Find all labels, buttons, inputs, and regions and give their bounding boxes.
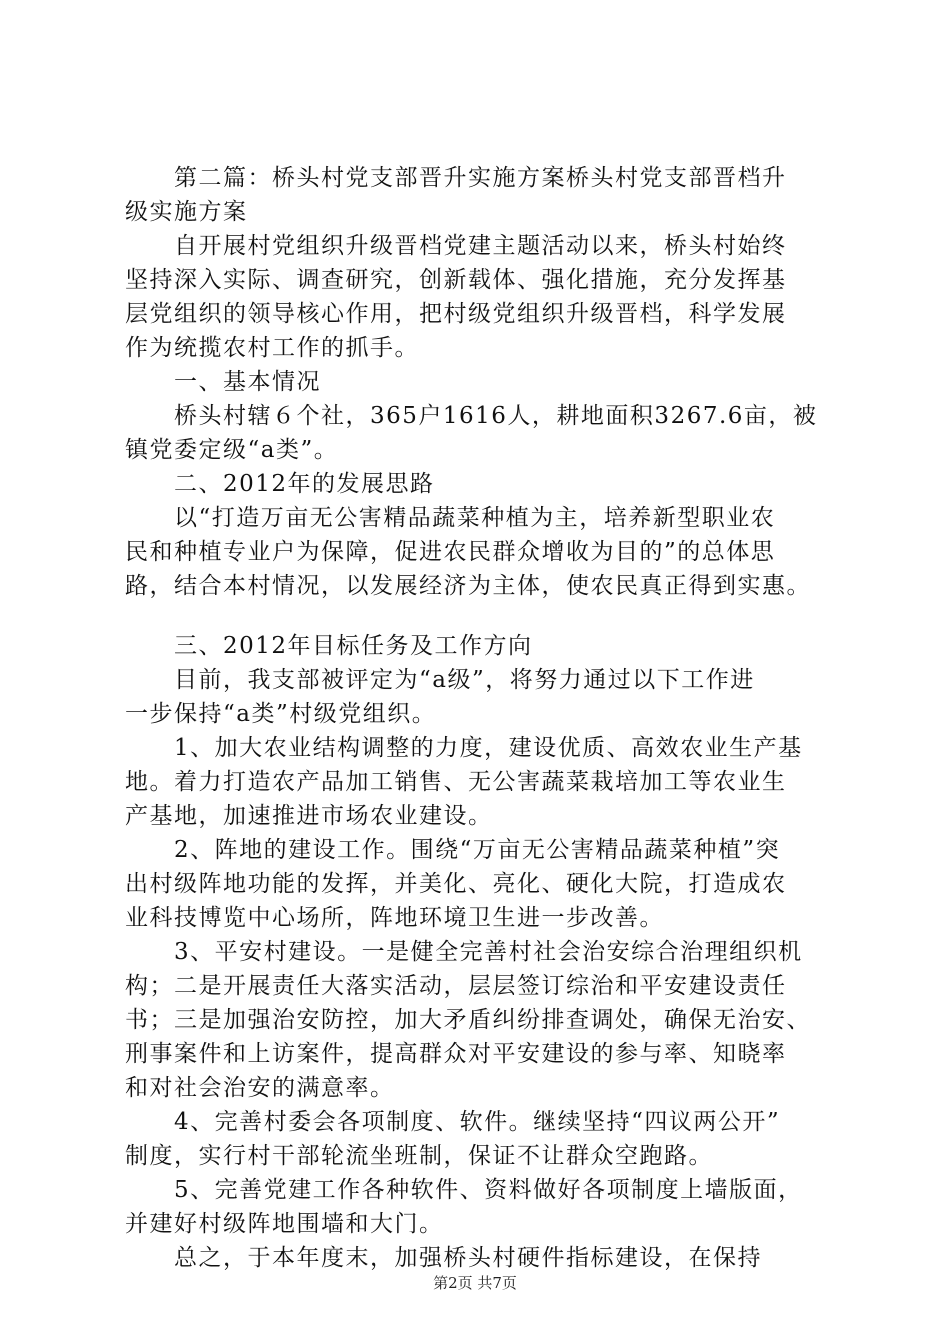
text-line: 出村级阵地功能的发挥，并美化、亮化、硬化大院，打造成农 <box>125 871 787 897</box>
text-line: 4、完善村委会各项制度、软件。继续坚持“四议两公开” <box>125 1109 781 1135</box>
text-line: 1、加大农业结构调整的力度，建设优质、高效农业生产基 <box>125 735 803 761</box>
text-line: 产基地，加速推进市场农业建设。 <box>125 803 493 829</box>
text-line: 镇党委定级“a类”。 <box>125 437 339 463</box>
text-line: 业科技博览中心场所，阵地环境卫生进一步改善。 <box>125 905 664 931</box>
text-line: 第二篇：桥头村党支部晋升实施方案桥头村党支部晋档升 <box>125 165 787 191</box>
text-line: 桥头村辖６个社，365户1616人，耕地面积3267.6亩，被 <box>125 403 818 429</box>
text-line: 坚持深入实际、调查研究，创新载体、强化措施，充分发挥基 <box>125 267 787 293</box>
page-footer: 第2页 共7页 <box>433 1274 517 1292</box>
text-line: 和对社会治安的满意率。 <box>125 1075 395 1101</box>
section-heading: 一、基本情况 <box>125 369 321 395</box>
section-heading: 三、2012年目标任务及工作方向 <box>125 633 533 659</box>
text-line: 路，结合本村情况，以发展经济为主体，使农民真正得到实惠。 <box>125 573 811 599</box>
text-line: 3、平安村建设。一是健全完善村社会治安综合治理组织机 <box>125 939 803 965</box>
text-line: 并建好村级阵地围墙和大门。 <box>125 1211 444 1237</box>
text-line: 构；二是开展责任大落实活动，层层签订综治和平安建设责任 <box>125 973 787 999</box>
text-line: 地。着力打造农产品加工销售、无公害蔬菜栽培加工等农业生 <box>125 769 787 795</box>
text-line: 作为统揽农村工作的抓手。 <box>125 335 419 361</box>
text-line: 刑事案件和上访案件，提高群众对平安建设的参与率、知晓率 <box>125 1041 787 1067</box>
section-heading: 二、2012年的发展思路 <box>125 471 435 497</box>
text-line: 2、阵地的建设工作。围绕“万亩无公害精品蔬菜种植”突 <box>125 837 781 863</box>
text-line: 制度，实行村干部轮流坐班制，保证不让群众空跑路。 <box>125 1143 713 1169</box>
text-line: 一步保持“a类”村级党组织。 <box>125 701 437 727</box>
text-line: 书；三是加强治安防控，加大矛盾纠纷排查调处，确保无治安、 <box>125 1007 811 1033</box>
text-line: 民和种植专业户为保障，促进农民群众增收为目的”的总体思 <box>125 539 776 565</box>
text-line: 层党组织的领导核心作用，把村级党组织升级晋档，科学发展 <box>125 301 787 327</box>
text-line: 目前，我支部被评定为“a级”，将努力通过以下工作进 <box>125 667 755 693</box>
text-line: 级实施方案 <box>125 199 248 225</box>
text-line: 自开展村党组织升级晋档党建主题活动以来，桥头村始终 <box>125 233 787 259</box>
text-line: 5、完善党建工作各种软件、资料做好各项制度上墙版面， <box>125 1177 803 1203</box>
text-line: 以“打造万亩无公害精品蔬菜种植为主，培养新型职业农 <box>125 505 776 531</box>
text-line: 总之，于本年度末，加强桥头村硬件指标建设，在保持 <box>125 1245 762 1271</box>
